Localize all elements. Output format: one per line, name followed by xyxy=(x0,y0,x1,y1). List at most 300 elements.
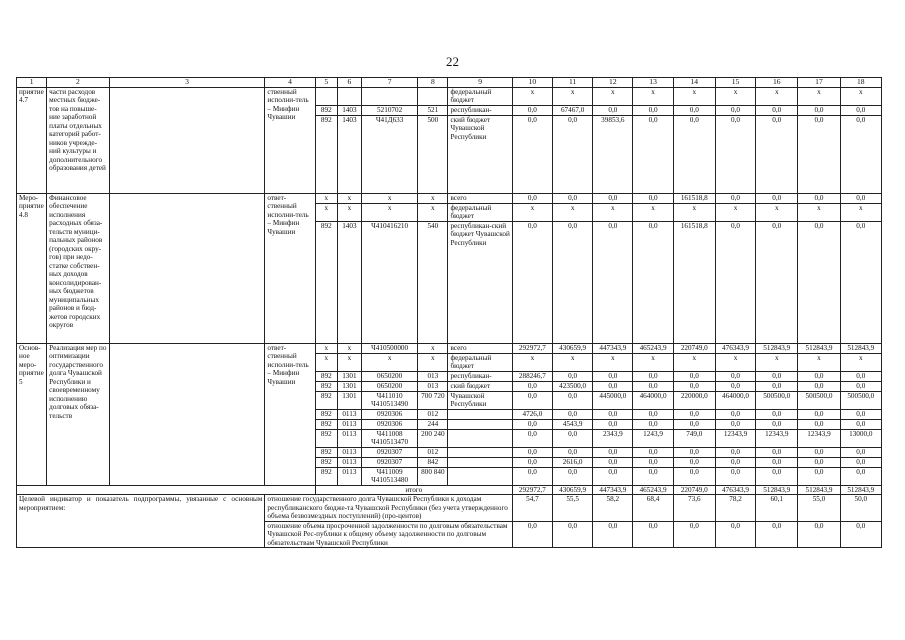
value-cell: 0,0 xyxy=(553,221,593,343)
value-cell: 0,0 xyxy=(756,419,798,429)
value-cell: 0,0 xyxy=(593,457,633,467)
page-number: 22 xyxy=(446,54,459,69)
value-cell: x xyxy=(593,353,633,371)
value-cell: 0,0 xyxy=(512,457,552,467)
total-value: 447343,9 xyxy=(593,485,633,495)
section-code: 0113 xyxy=(337,457,361,467)
value-cell: 0,0 xyxy=(633,409,673,419)
column-header: 12 xyxy=(593,78,633,88)
funding-source xyxy=(448,409,512,419)
value-cell: 430659,9 xyxy=(553,343,593,353)
value-cell: 220000,0 xyxy=(673,391,715,409)
value-cell: 0,0 xyxy=(633,193,673,203)
value-cell: 0,0 xyxy=(553,467,593,485)
table-row xyxy=(17,343,882,353)
value-cell: 161518,8 xyxy=(673,221,715,343)
activity-number: приятие 4.7 xyxy=(17,87,47,193)
total-label: итого xyxy=(315,485,512,495)
column-header: 5 xyxy=(315,78,337,88)
target-article-code: x xyxy=(361,203,417,221)
value-cell: x xyxy=(512,353,552,371)
value-cell: 0,0 xyxy=(553,371,593,381)
section-code: 1403 xyxy=(337,221,361,343)
activity-name: части расходов местных бюдже-тов на повыше-ние заработной платы отдельных категорий работ-ников учрежде-ний культуры и дополнительного образования детей xyxy=(47,87,109,193)
value-cell: 0,0 xyxy=(798,371,840,381)
value-cell: 0,0 xyxy=(673,381,715,391)
activity-name: Финансовое обеспечение исполнения расходных обяза-тельств муници-пальных районов (городских окру-гов) при недо-статке собствен-ных доходов консолидирован-ных бюджетов муниципальных районов и бюд-жетов городских округов xyxy=(47,193,109,343)
section-code: 0113 xyxy=(337,419,361,429)
indicator-value: 0,0 xyxy=(593,521,633,548)
value-cell: 464000,0 xyxy=(715,391,755,409)
expense-type-code: 800 840 xyxy=(418,467,448,485)
value-cell: 0,0 xyxy=(840,419,881,429)
indicator-value: 60,1 xyxy=(756,495,798,522)
expense-type-code: 012 xyxy=(418,447,448,457)
section-code: 0113 xyxy=(337,447,361,457)
value-cell: 0,0 xyxy=(512,391,552,409)
indicator-value: 0,0 xyxy=(756,521,798,548)
value-cell: 0,0 xyxy=(553,391,593,409)
value-cell: x xyxy=(512,87,552,105)
value-cell: 0,0 xyxy=(633,457,673,467)
value-cell: 12343,9 xyxy=(715,429,755,447)
value-cell: 0,0 xyxy=(756,371,798,381)
value-cell: 0,0 xyxy=(715,105,755,115)
value-cell: 512843,9 xyxy=(798,343,840,353)
value-cell: 0,0 xyxy=(673,457,715,467)
value-cell: 0,0 xyxy=(633,221,673,343)
expense-type-code: x xyxy=(418,343,448,353)
value-cell: x xyxy=(633,353,673,371)
budget-table xyxy=(16,77,882,548)
value-cell: 0,0 xyxy=(633,105,673,115)
value-cell: 0,0 xyxy=(840,409,881,419)
funding-source: республикан- xyxy=(448,105,512,115)
grbs-code: 892 xyxy=(315,419,337,429)
indicator-value: 55,5 xyxy=(553,495,593,522)
value-cell: 0,0 xyxy=(512,429,552,447)
value-cell: x xyxy=(840,353,881,371)
funding-source: ский бюджет Чувашской Республики xyxy=(448,115,512,193)
value-cell: 0,0 xyxy=(798,105,840,115)
column-header: 3 xyxy=(109,78,265,88)
value-cell: 0,0 xyxy=(840,381,881,391)
target-article-code: 0920307 xyxy=(361,447,417,457)
value-cell: 0,0 xyxy=(593,409,633,419)
indicator-value: 0,0 xyxy=(553,521,593,548)
indicator-value: 78,2 xyxy=(715,495,755,522)
grbs-code: 892 xyxy=(315,221,337,343)
expense-type-code: 700 720 xyxy=(418,391,448,409)
value-cell: 0,0 xyxy=(553,193,593,203)
value-cell: x xyxy=(673,353,715,371)
value-cell: x xyxy=(756,203,798,221)
value-cell: 0,0 xyxy=(673,447,715,457)
total-value: 512843,9 xyxy=(798,485,840,495)
grbs-code: 892 xyxy=(315,115,337,193)
value-cell: 0,0 xyxy=(715,221,755,343)
grbs-code: x xyxy=(315,343,337,353)
column-header: 9 xyxy=(448,78,512,88)
value-cell: 0,0 xyxy=(512,115,552,193)
value-cell: 0,0 xyxy=(512,467,552,485)
funding-source: федеральный бюджет xyxy=(448,203,512,221)
column-header: 7 xyxy=(361,78,417,88)
target-article-code: Ч411008 Ч410513470 xyxy=(361,429,417,447)
funding-source: республикан-ский бюджет Чувашской Республики xyxy=(448,221,512,343)
empty-cell xyxy=(17,485,316,495)
value-cell: 500500,0 xyxy=(756,391,798,409)
total-value: 292972,7 xyxy=(512,485,552,495)
value-cell: 0,0 xyxy=(593,193,633,203)
value-cell: 0,0 xyxy=(840,105,881,115)
expense-type-code: 540 xyxy=(418,221,448,343)
value-cell: x xyxy=(673,87,715,105)
value-cell: 0,0 xyxy=(840,115,881,193)
expense-type-code: x xyxy=(418,193,448,203)
section-code: 1301 xyxy=(337,371,361,381)
grbs-code: 892 xyxy=(315,391,337,409)
value-cell: 0,0 xyxy=(715,419,755,429)
indicator-value: 58,2 xyxy=(593,495,633,522)
value-cell: 288246,7 xyxy=(512,371,552,381)
value-cell: 749,0 xyxy=(673,429,715,447)
value-cell: 0,0 xyxy=(840,193,881,203)
indicator-value: 68,4 xyxy=(633,495,673,522)
value-cell: 0,0 xyxy=(673,105,715,115)
value-cell: 0,0 xyxy=(593,467,633,485)
value-cell: 0,0 xyxy=(840,447,881,457)
total-value: 476343,9 xyxy=(715,485,755,495)
activity-number: Основ-ное меро-приятие 5 xyxy=(17,343,47,485)
empty-cell xyxy=(109,193,265,343)
value-cell: 512843,9 xyxy=(756,343,798,353)
grbs-code: 892 xyxy=(315,409,337,419)
target-article-code: Ч410416210 xyxy=(361,221,417,343)
value-cell: 0,0 xyxy=(798,115,840,193)
value-cell: 0,0 xyxy=(715,115,755,193)
value-cell: 0,0 xyxy=(553,115,593,193)
target-article-code: 0650200 xyxy=(361,371,417,381)
column-header: 2 xyxy=(47,78,109,88)
target-article-code: x xyxy=(361,353,417,371)
column-header: 18 xyxy=(840,78,881,88)
value-cell: 0,0 xyxy=(633,419,673,429)
empty-cell xyxy=(109,87,265,193)
grbs-code: x xyxy=(315,203,337,221)
target-article-code: 0920307 xyxy=(361,457,417,467)
value-cell: x xyxy=(840,87,881,105)
target-article-code xyxy=(361,87,417,105)
section-code xyxy=(337,87,361,105)
grbs-code: x xyxy=(315,193,337,203)
value-cell: 0,0 xyxy=(553,429,593,447)
expense-type-code: 200 240 xyxy=(418,429,448,447)
expense-type-code: 012 xyxy=(418,409,448,419)
indicator-value: 0,0 xyxy=(840,521,881,548)
section-code: 1403 xyxy=(337,115,361,193)
funding-source: всего xyxy=(448,343,512,353)
indicator-value: 0,0 xyxy=(633,521,673,548)
value-cell: 0,0 xyxy=(756,221,798,343)
value-cell: 292972,7 xyxy=(512,343,552,353)
value-cell: 476343,9 xyxy=(715,343,755,353)
target-article-code: Ч411009 Ч410513480 xyxy=(361,467,417,485)
value-cell: x xyxy=(593,87,633,105)
value-cell: 0,0 xyxy=(756,381,798,391)
funding-source: федеральный бюджет xyxy=(448,353,512,371)
value-cell: 1243,9 xyxy=(633,429,673,447)
expense-type-code xyxy=(418,87,448,105)
value-cell: 465243,9 xyxy=(633,343,673,353)
target-article-code: x xyxy=(361,193,417,203)
indicator-value: 0,0 xyxy=(512,521,552,548)
target-article-code: Ч411010 Ч410513490 xyxy=(361,391,417,409)
value-cell: 2343,9 xyxy=(593,429,633,447)
value-cell: 0,0 xyxy=(512,221,552,343)
total-value: 512843,9 xyxy=(840,485,881,495)
funding-source: ский бюджет xyxy=(448,381,512,391)
expense-type-code: 013 xyxy=(418,381,448,391)
total-value: 430659,9 xyxy=(553,485,593,495)
grbs-code: 892 xyxy=(315,381,337,391)
value-cell: 500500,0 xyxy=(840,391,881,409)
target-article-code: Ч41Д633 xyxy=(361,115,417,193)
column-header: 1 xyxy=(17,78,47,88)
funding-source: Чувашской Республики xyxy=(448,391,512,409)
value-cell: 445000,0 xyxy=(593,391,633,409)
value-cell: 39853,6 xyxy=(593,115,633,193)
value-cell: 0,0 xyxy=(512,419,552,429)
empty-cell xyxy=(109,343,265,485)
value-cell: 0,0 xyxy=(553,447,593,457)
value-cell: 0,0 xyxy=(715,467,755,485)
expense-type-code: 842 xyxy=(418,457,448,467)
indicator-label: Целевой индикатор и показатель подпрограммы, увязанные с основным мероприятием: xyxy=(17,495,265,548)
table-row xyxy=(17,87,882,105)
value-cell: 0,0 xyxy=(633,371,673,381)
value-cell: 0,0 xyxy=(798,221,840,343)
value-cell: 0,0 xyxy=(756,115,798,193)
value-cell: 0,0 xyxy=(798,447,840,457)
table-row xyxy=(17,193,882,203)
grbs-code: x xyxy=(315,353,337,371)
column-header: 6 xyxy=(337,78,361,88)
value-cell: 13000,0 xyxy=(840,429,881,447)
value-cell: 12343,9 xyxy=(756,429,798,447)
expense-type-code: 013 xyxy=(418,371,448,381)
value-cell: x xyxy=(756,353,798,371)
expense-type-code: 244 xyxy=(418,419,448,429)
grbs-code xyxy=(315,87,337,105)
value-cell: 0,0 xyxy=(715,371,755,381)
section-code: 0113 xyxy=(337,467,361,485)
target-article-code: 0920306 xyxy=(361,409,417,419)
indicator-row xyxy=(17,495,882,522)
funding-source: всего xyxy=(448,193,512,203)
value-cell: x xyxy=(633,203,673,221)
value-cell: 12343,9 xyxy=(798,429,840,447)
value-cell: 0,0 xyxy=(512,447,552,457)
grbs-code: 892 xyxy=(315,467,337,485)
section-code: x xyxy=(337,343,361,353)
indicator-value: 0,0 xyxy=(715,521,755,548)
value-cell: 0,0 xyxy=(756,457,798,467)
indicator-value: 54,7 xyxy=(512,495,552,522)
value-cell: 0,0 xyxy=(633,447,673,457)
value-cell: 0,0 xyxy=(798,457,840,467)
executor: ответ-ственный исполни-тель – Минфин Чувашии xyxy=(265,193,315,343)
column-header: 13 xyxy=(633,78,673,88)
section-code: 0113 xyxy=(337,429,361,447)
value-cell: 0,0 xyxy=(633,115,673,193)
expense-type-code: 500 xyxy=(418,115,448,193)
value-cell: 0,0 xyxy=(633,381,673,391)
total-value: 220749,0 xyxy=(673,485,715,495)
indicator-value: 73,6 xyxy=(673,495,715,522)
value-cell: 0,0 xyxy=(756,105,798,115)
column-header: 4 xyxy=(265,78,315,88)
header-row xyxy=(17,78,882,88)
value-cell: 0,0 xyxy=(673,467,715,485)
expense-type-code: x xyxy=(418,353,448,371)
value-cell: x xyxy=(553,87,593,105)
value-cell: 0,0 xyxy=(593,371,633,381)
section-code: 0113 xyxy=(337,409,361,419)
value-cell: 220749,0 xyxy=(673,343,715,353)
funding-source xyxy=(448,467,512,485)
value-cell: 0,0 xyxy=(715,409,755,419)
value-cell: 2616,0 xyxy=(553,457,593,467)
funding-source: федеральный бюджет xyxy=(448,87,512,105)
value-cell: 4543,9 xyxy=(553,419,593,429)
value-cell: 0,0 xyxy=(715,457,755,467)
executor: ственный исполни-тель – Минфин Чувашии xyxy=(265,87,315,193)
indicator-text: отношение государственного долга Чувашской Республики к доходам республиканского бюдже-та Чувашской Республики (без учета утвержденного объема безвозмездных поступлений) (про-центов) xyxy=(265,495,512,522)
value-cell: 0,0 xyxy=(798,419,840,429)
column-header: 17 xyxy=(798,78,840,88)
funding-source: республикан- xyxy=(448,371,512,381)
value-cell: x xyxy=(673,203,715,221)
column-header: 8 xyxy=(418,78,448,88)
indicator-value: 0,0 xyxy=(798,521,840,548)
value-cell: 0,0 xyxy=(840,371,881,381)
value-cell: x xyxy=(512,203,552,221)
indicator-value: 50,0 xyxy=(840,495,881,522)
value-cell: 0,0 xyxy=(512,193,552,203)
value-cell: 0,0 xyxy=(715,193,755,203)
value-cell: 0,0 xyxy=(756,193,798,203)
value-cell: x xyxy=(798,87,840,105)
funding-source xyxy=(448,457,512,467)
value-cell: 0,0 xyxy=(756,409,798,419)
indicator-text: отношение объема просроченной задолженности по долговым обязательствам Чувашской Рес-публики к общему объему задолженности по долговым обязательствам Чувашской Республики xyxy=(265,521,512,548)
value-cell: 0,0 xyxy=(798,193,840,203)
activity-name: Реализация мер по оптимизации государственного долга Чувашской Республики и своевременному исполнению долговых обяза-тельств xyxy=(47,343,109,485)
column-header: 10 xyxy=(512,78,552,88)
value-cell: x xyxy=(593,203,633,221)
value-cell: x xyxy=(798,353,840,371)
target-article-code: 5210702 xyxy=(361,105,417,115)
value-cell: x xyxy=(715,87,755,105)
value-cell: 0,0 xyxy=(715,381,755,391)
grbs-code: 892 xyxy=(315,429,337,447)
target-article-code: Ч410500000 xyxy=(361,343,417,353)
value-cell: 0,0 xyxy=(673,371,715,381)
total-row xyxy=(17,485,882,495)
grbs-code: 892 xyxy=(315,447,337,457)
funding-source xyxy=(448,419,512,429)
section-code: x xyxy=(337,193,361,203)
value-cell: 0,0 xyxy=(593,381,633,391)
value-cell: 0,0 xyxy=(840,467,881,485)
value-cell: 0,0 xyxy=(798,409,840,419)
value-cell: 0,0 xyxy=(593,419,633,429)
indicator-value: 0,0 xyxy=(673,521,715,548)
value-cell: 67467,0 xyxy=(553,105,593,115)
value-cell: 500500,0 xyxy=(798,391,840,409)
section-code: 1301 xyxy=(337,381,361,391)
value-cell: 423500,0 xyxy=(553,381,593,391)
section-code: x xyxy=(337,203,361,221)
column-header: 16 xyxy=(756,78,798,88)
expense-type-code: 521 xyxy=(418,105,448,115)
value-cell: 0,0 xyxy=(756,447,798,457)
value-cell: x xyxy=(798,203,840,221)
value-cell: 0,0 xyxy=(553,409,593,419)
value-cell: 0,0 xyxy=(798,381,840,391)
value-cell: 0,0 xyxy=(840,457,881,467)
value-cell: 0,0 xyxy=(798,467,840,485)
value-cell: 0,0 xyxy=(593,105,633,115)
value-cell: 447343,9 xyxy=(593,343,633,353)
column-header: 14 xyxy=(673,78,715,88)
grbs-code: 892 xyxy=(315,105,337,115)
value-cell: x xyxy=(633,87,673,105)
total-value: 465243,9 xyxy=(633,485,673,495)
grbs-code: 892 xyxy=(315,457,337,467)
section-code: 1301 xyxy=(337,391,361,409)
activity-number: Меро-приятие 4.8 xyxy=(17,193,47,343)
value-cell: x xyxy=(553,353,593,371)
value-cell: 0,0 xyxy=(512,105,552,115)
grbs-code: 892 xyxy=(315,371,337,381)
value-cell: 0,0 xyxy=(673,409,715,419)
value-cell: 0,0 xyxy=(840,221,881,343)
value-cell: x xyxy=(840,203,881,221)
value-cell: 0,0 xyxy=(593,221,633,343)
value-cell: x xyxy=(756,87,798,105)
funding-source xyxy=(448,429,512,447)
value-cell: 0,0 xyxy=(756,467,798,485)
target-article-code: 0650200 xyxy=(361,381,417,391)
value-cell: 161518,8 xyxy=(673,193,715,203)
value-cell: x xyxy=(715,353,755,371)
value-cell: x xyxy=(553,203,593,221)
value-cell: 0,0 xyxy=(633,467,673,485)
value-cell: 0,0 xyxy=(673,115,715,193)
funding-source xyxy=(448,447,512,457)
section-code: 1403 xyxy=(337,105,361,115)
expense-type-code: x xyxy=(418,203,448,221)
value-cell: 0,0 xyxy=(715,447,755,457)
executor: ответ-ственный исполни-тель – Минфин Чувашии xyxy=(265,343,315,485)
target-article-code: 0920306 xyxy=(361,419,417,429)
value-cell: 0,0 xyxy=(673,419,715,429)
total-value: 512843,9 xyxy=(756,485,798,495)
value-cell: 512843,9 xyxy=(840,343,881,353)
column-header: 15 xyxy=(715,78,755,88)
